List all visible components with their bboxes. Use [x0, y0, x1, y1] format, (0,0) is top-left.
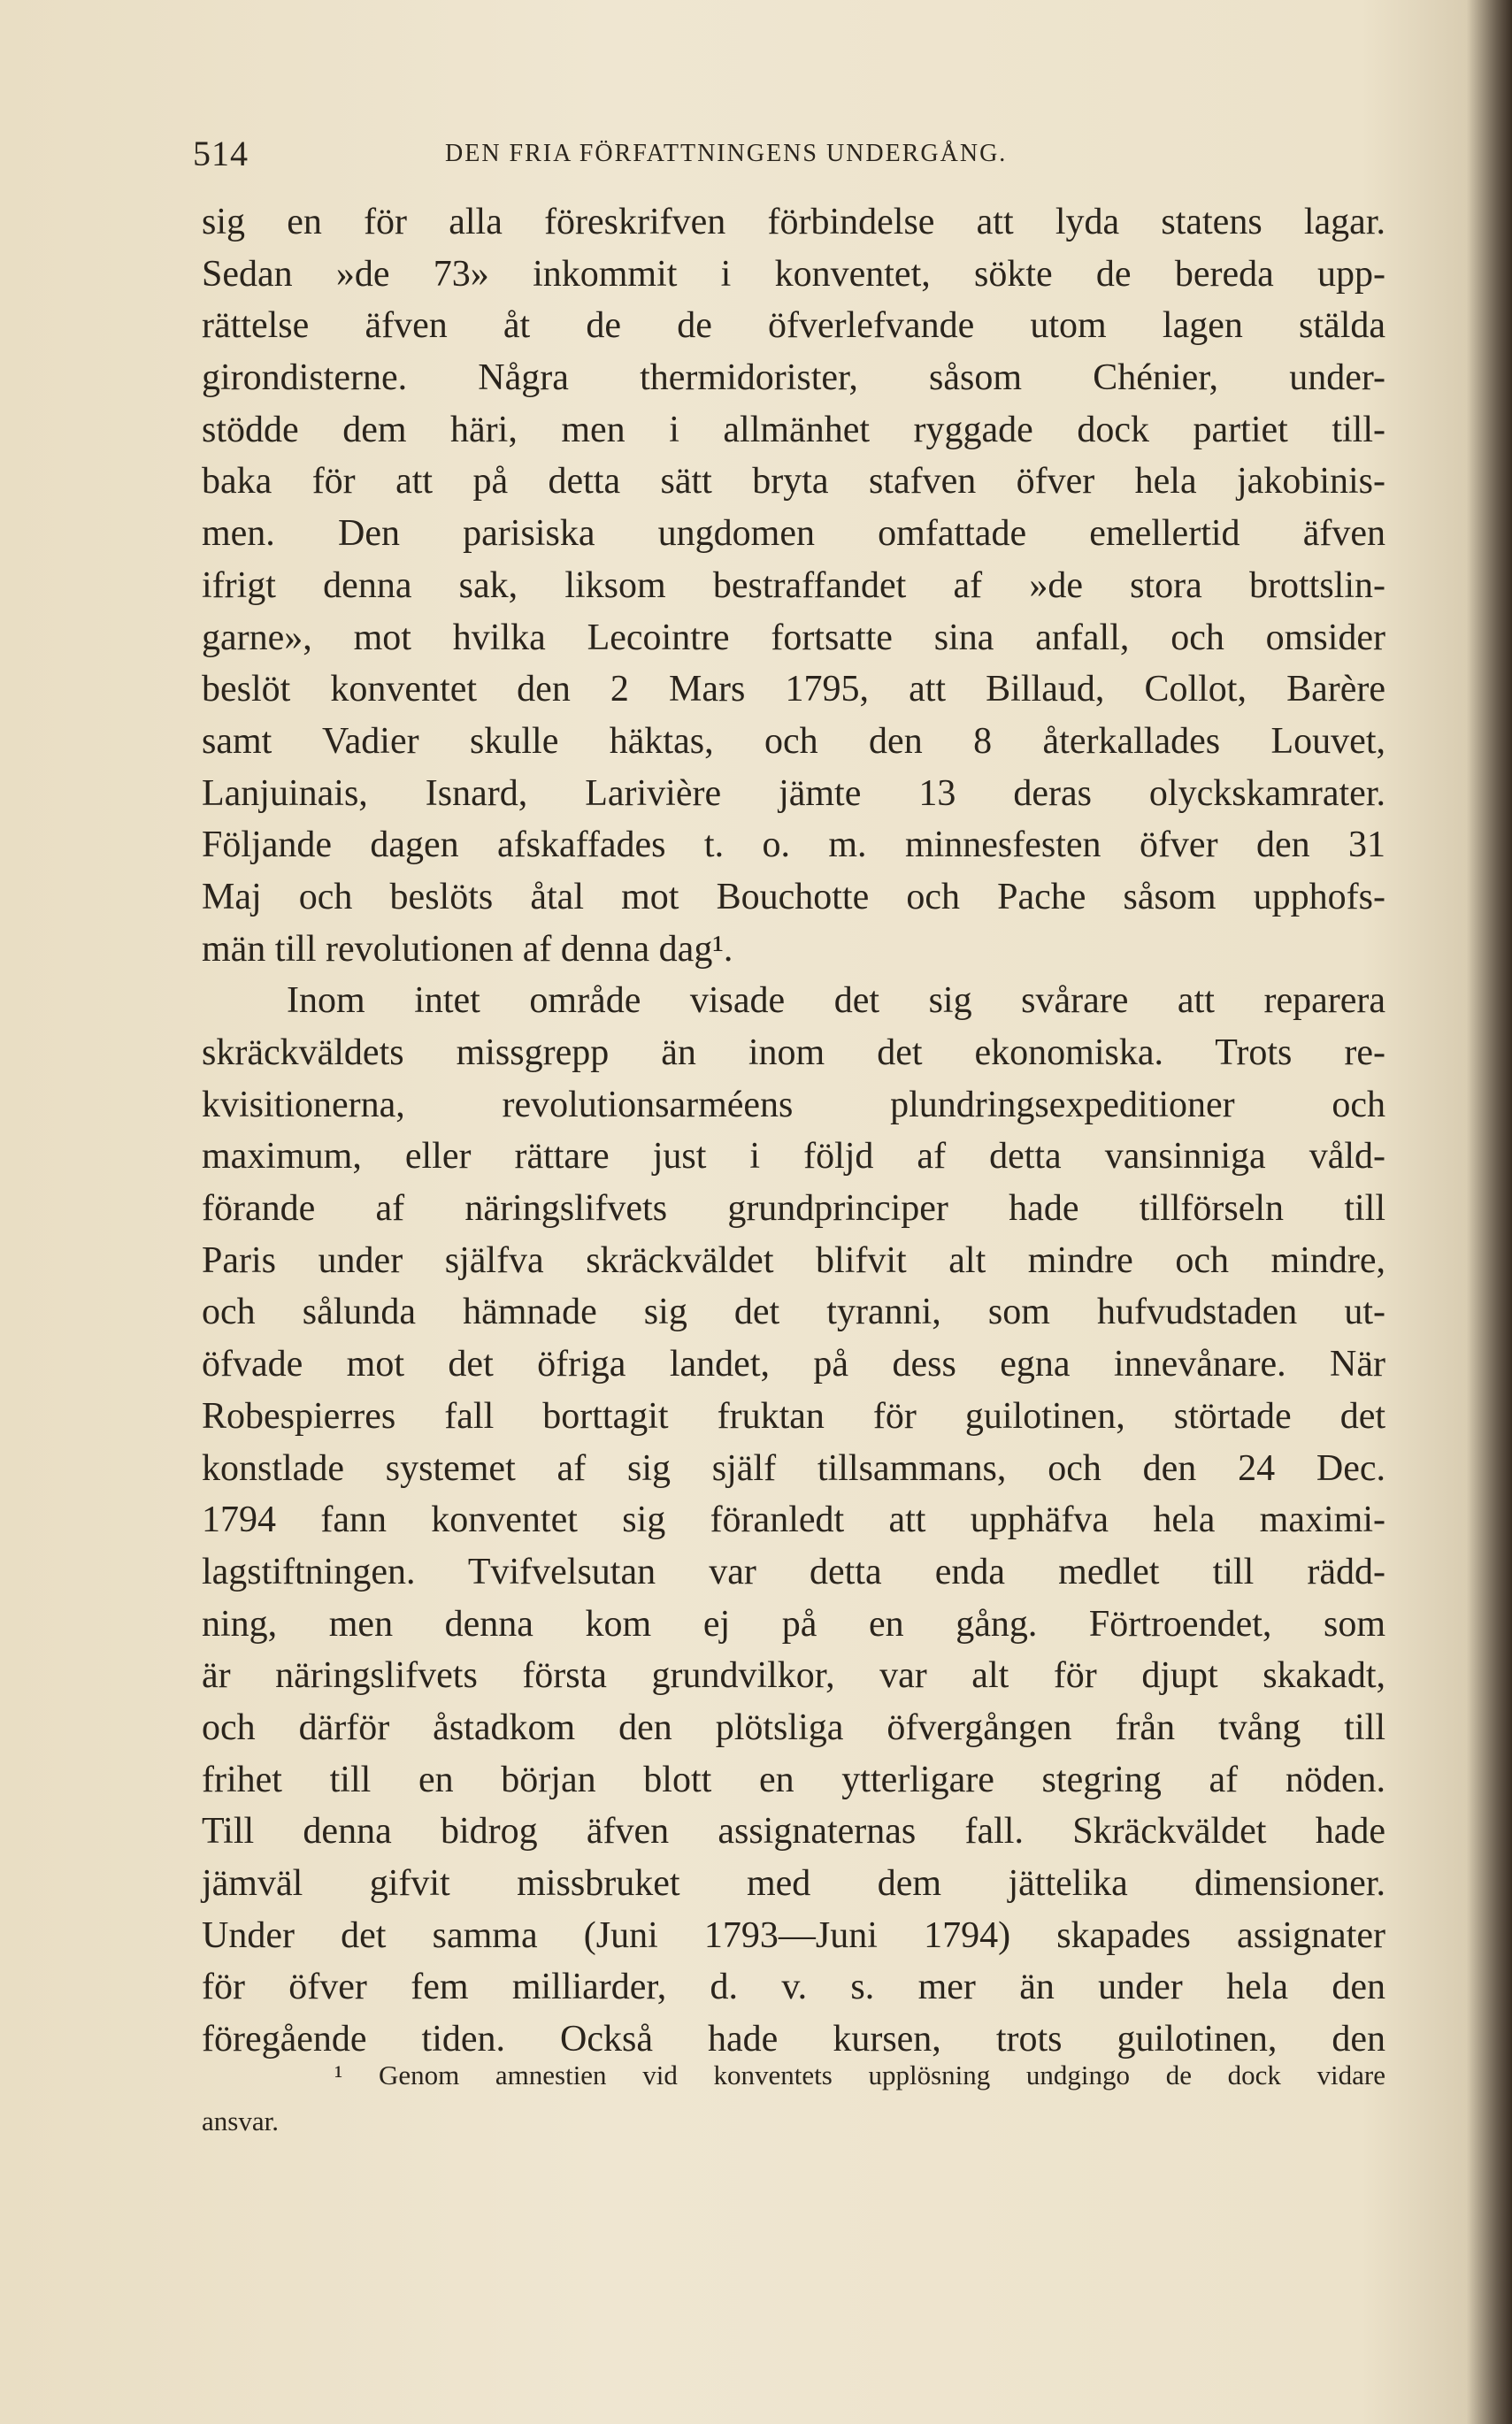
- text-line: baka för att på detta sätt bryta stafven öfver hela jakobinis-: [202, 461, 1385, 502]
- text-line: frihet till en början blott en ytterligare stegring af nöden.: [202, 1759, 1385, 1800]
- text-line: ifrigt denna sak, liksom bestraffandet af »de stora brottslin-: [202, 564, 1385, 606]
- text-line: föregående tiden. Också hade kursen, trots guilotinen, den: [202, 2019, 1385, 2060]
- text-line: ning, men denna kom ej på en gång. Förtroendet, som: [202, 1603, 1385, 1645]
- text-line: samt Vadier skulle häktas, och den 8 återkallades Louvet,: [202, 720, 1385, 762]
- text-line: Robespierres fall borttagit fruktan för guilotinen, störtade det: [202, 1395, 1385, 1437]
- text-line: Under det samma (Juni 1793—Juni 1794) skapades assignater: [202, 1914, 1385, 1956]
- footnote: [202, 2052, 1385, 2144]
- running-title: DEN FRIA FÖRFATTNINGENS UNDERGÅNG.: [445, 140, 1008, 167]
- text-line: beslöt konventet den 2 Mars 1795, att Billaud, Collot, Barère: [202, 669, 1385, 710]
- text-line: Maj och beslöts åtal mot Bouchotte och Pache såsom upphofs-: [202, 876, 1385, 917]
- text-line: kvisitionerna, revolutionsarméens plundringsexpeditioner och: [202, 1084, 1385, 1125]
- text-line: är näringslifvets första grundvilkor, var alt för djupt skakadt,: [202, 1655, 1385, 1697]
- text-line: Följande dagen afskaffades t. o. m. minnesfesten öfver den 31: [202, 825, 1385, 866]
- text-line: män till revolutionen af denna dag¹.: [202, 928, 733, 970]
- text-line: för öfver fem milliarder, d. v. s. mer än under hela den: [202, 1967, 1385, 2008]
- text-line: 1794 fann konventet sig föranledt att upphäfva hela maximi-: [202, 1500, 1385, 1541]
- text-line: sig en för alla föreskrifven förbindelse att lyda statens lagar.: [202, 202, 1385, 242]
- footnote-line: ¹ Genom amnestien vid konventets upplösning undgingo de dock vidare: [334, 2060, 1385, 2090]
- text-line: förande af näringslifvets grundprinciper hade tillförseln till: [202, 1188, 1385, 1230]
- text-line: garne», mot hvilka Lecointre fortsatte sina anfall, och omsider: [202, 617, 1385, 658]
- footnote-line: ansvar.: [202, 2106, 279, 2136]
- text-line: Lanjuinais, Isnard, Larivière jämte 13 deras olyckskamrater.: [202, 772, 1385, 814]
- text-line: öfvade mot det öfriga landet, på dess egna innevånare. När: [202, 1344, 1385, 1385]
- text-line: men. Den parisiska ungdomen omfattade emellertid äfven: [202, 513, 1385, 555]
- text-line: maximum, eller rättare just i följd af detta vansinniga våld-: [202, 1136, 1385, 1177]
- page-number: 514: [193, 134, 249, 173]
- text-line: och sålunda hämnade sig det tyranni, som hufvudstaden ut-: [202, 1292, 1385, 1333]
- text-line: rättelse äfven åt de de öfverlefvande utom lagen stälda: [202, 305, 1385, 347]
- text-line: Sedan »de 73» inkommit i konventet, sökte de bereda upp-: [202, 253, 1385, 295]
- text-line: Inom intet område visade det sig svårare att reparera: [287, 980, 1385, 1022]
- text-line: stödde dem häri, men i allmänhet ryggade dock partiet till-: [202, 409, 1385, 450]
- page-header: [193, 133, 1378, 186]
- text-line: lagstiftningen. Tvifvelsutan var detta enda medlet till rädd-: [202, 1551, 1385, 1592]
- text-line: Paris under själfva skräckväldet blifvit alt mindre och mindre,: [202, 1239, 1385, 1281]
- text-line: och därför åstadkom den plötsliga öfvergången från tvång till: [202, 1707, 1385, 1748]
- text-line: konstlade systemet af sig själf tillsammans, och den 24 Dec.: [202, 1447, 1385, 1489]
- body-text: [202, 196, 1385, 2066]
- text-line: Till denna bidrog äfven assignaternas fall. Skräckväldet hade: [202, 1811, 1385, 1853]
- text-line: jämväl gifvit missbruket med dem jättelika dimensioner.: [202, 1863, 1385, 1904]
- text-line: skräckväldets missgrepp än inom det ekonomiska. Trots re-: [202, 1032, 1385, 1073]
- text-line: girondisterne. Några thermidorister, såsom Chénier, under-: [202, 357, 1385, 399]
